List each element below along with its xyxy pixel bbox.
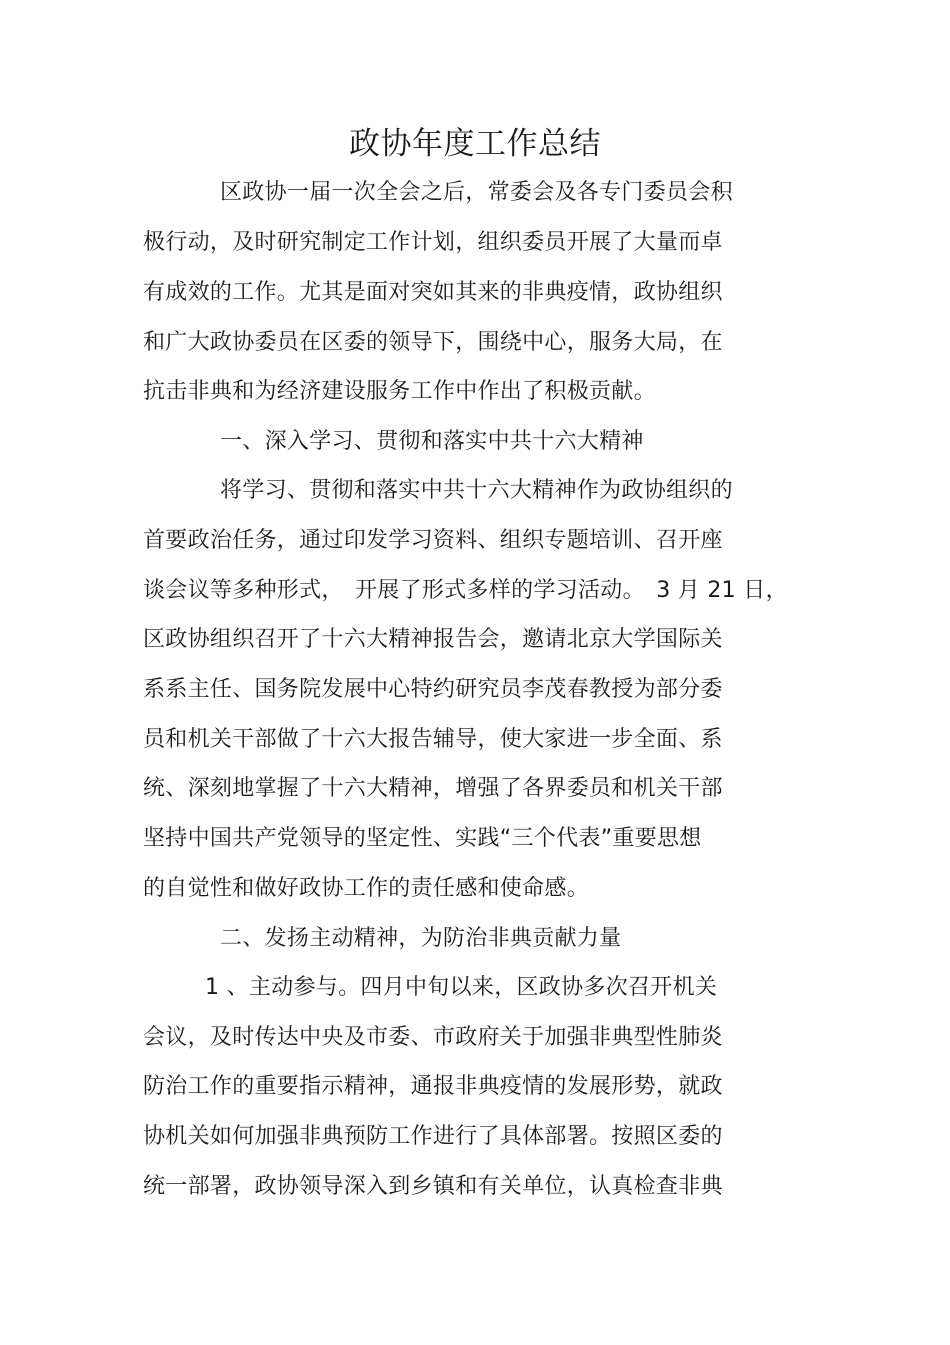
paragraph-line: 系系主任、国务院发展中心特约研究员李茂春教授为部分委 xyxy=(143,677,723,702)
paragraph-line: 谈会议等多种形式， 开展了形式多样的学习活动。 3 月 21 日， xyxy=(143,578,788,603)
paragraph-line: 首要政治任务，通过印发学习资料、组织专题培训、召开座 xyxy=(143,528,723,553)
paragraph-line: 员和机关干部做了十六大报告辅导，使大家进一步全面、系 xyxy=(143,727,723,752)
paragraph-line: 和广大政协委员在区委的领导下，围绕中心，服务大局，在 xyxy=(143,330,723,355)
paragraph-line: 会议，及时传达中央及市委、市政府关于加强非典型性肺炎 xyxy=(143,1025,723,1050)
section-heading-2: 二、发扬主动精神，为防治非典贡献力量 xyxy=(220,926,622,951)
paragraph-line: 区政协组织召开了十六大精神报告会，邀请北京大学国际关 xyxy=(143,627,723,652)
paragraph-line: 统一部署，政协领导深入到乡镇和有关单位，认真检查非典 xyxy=(143,1174,723,1199)
paragraph-line: 防治工作的重要指示精神，通报非典疫情的发展形势，就政 xyxy=(143,1074,723,1099)
paragraph-line: 协机关如何加强非典预防工作进行了具体部署。按照区委的 xyxy=(143,1124,723,1149)
paragraph-line: 极行动，及时研究制定工作计划，组织委员开展了大量而卓 xyxy=(143,230,723,255)
paragraph-line: 区政协一届一次全会之后，常委会及各专门委员会积 xyxy=(220,180,733,205)
paragraph-line: 抗击非典和为经济建设服务工作中作出了积极贡献。 xyxy=(143,379,656,404)
paragraph-line: 坚持中国共产党领导的坚定性、实践“三个代表”重要思想 xyxy=(143,826,702,851)
paragraph-line: 将学习、贯彻和落实中共十六大精神作为政协组织的 xyxy=(220,478,733,503)
paragraph-line: 1 、主动参与。四月中旬以来，区政协多次召开机关 xyxy=(205,975,718,1000)
paragraph-line: 的自觉性和做好政协工作的责任感和使命感。 xyxy=(143,876,590,901)
paragraph-line: 有成效的工作。尤其是面对突如其来的非典疫情，政协组织 xyxy=(143,280,723,305)
document-title: 政协年度工作总结 xyxy=(349,126,601,162)
section-heading-1: 一、深入学习、贯彻和落实中共十六大精神 xyxy=(220,429,644,454)
paragraph-line: 统、深刻地掌握了十六大精神，增强了各界委员和机关干部 xyxy=(143,776,723,801)
